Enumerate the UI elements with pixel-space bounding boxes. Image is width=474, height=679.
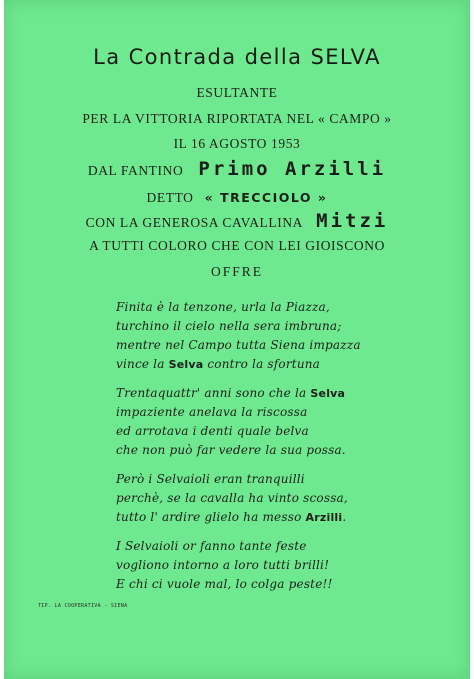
verse-line: vogliono intorno a loro tutti brilli! xyxy=(116,558,330,572)
line-jockey xyxy=(4,158,470,180)
verse-text: tutto l' ardire glielo ha messo xyxy=(116,510,306,524)
verse-text: vince la xyxy=(116,357,169,371)
verse-line: turchino il cielo nella sera imbruna; xyxy=(116,319,342,333)
line-vittoria: PER LA VITTORIA RIPORTATA NEL « CAMPO » xyxy=(82,111,392,126)
line-nickname xyxy=(4,187,470,206)
line-horse xyxy=(4,210,470,232)
verse-line: Finita è la tenzone, urla la Piazza, xyxy=(116,300,330,314)
verse-line: mentre nel Campo tutta Siena impazza xyxy=(116,338,361,352)
line-tutti-coloro: A TUTTI COLORO CHE CON LEI GIOISCONO xyxy=(89,238,385,253)
verse-line xyxy=(116,384,436,403)
green-poster xyxy=(4,0,470,679)
verse-line: E chi ci vuole mal, lo colga peste!! xyxy=(116,577,333,591)
verse-line: I Selvaioli or fanno tante feste xyxy=(116,539,307,553)
poster-title: La Contrada della SELVA xyxy=(93,45,381,69)
verse-line: impaziente anelava la riscossa xyxy=(116,405,308,419)
horse-name: Mitzi xyxy=(316,210,389,232)
highlight-selva: Selva xyxy=(168,358,204,371)
jockey-prefix: DAL FANTINO xyxy=(87,163,184,178)
stanza-3 xyxy=(116,470,436,527)
verse-text: . xyxy=(342,510,347,524)
highlight-selva: Selva xyxy=(310,387,346,400)
stanza-2 xyxy=(116,384,436,460)
poem xyxy=(116,298,436,604)
nickname: « TRECCIOLO » xyxy=(204,190,328,205)
highlight-arzilli: Arzilli xyxy=(305,511,343,524)
verse-line: che non può far vedere la sua possa. xyxy=(116,443,346,457)
line-date: IL 16 AGOSTO 1953 xyxy=(173,136,301,151)
printer-credit: TIP. LA COOPERATIVA - SIENA xyxy=(38,603,128,609)
verse-text: contro la sfortuna xyxy=(203,357,321,371)
line-esultante: ESULTANTE xyxy=(196,85,278,100)
horse-prefix: CON LA GENEROSA CAVALLINA xyxy=(85,215,304,230)
verse-line: Però i Selvaioli eran tranquilli xyxy=(116,472,305,486)
jockey-name: Primo Arzilli xyxy=(198,158,387,180)
nickname-prefix: DETTO xyxy=(146,190,194,205)
verse-line xyxy=(116,508,436,527)
stanza-4 xyxy=(116,537,436,594)
verse-line xyxy=(116,355,436,374)
verse-line: ed arrotava i denti quale belva xyxy=(116,424,309,438)
line-offre: OFFRE xyxy=(210,264,264,279)
verse-text: Trentaquattr' anni sono che la xyxy=(116,386,311,400)
stanza-1 xyxy=(116,298,436,374)
verse-line: perchè, se la cavalla ha vinto scossa, xyxy=(116,491,348,505)
